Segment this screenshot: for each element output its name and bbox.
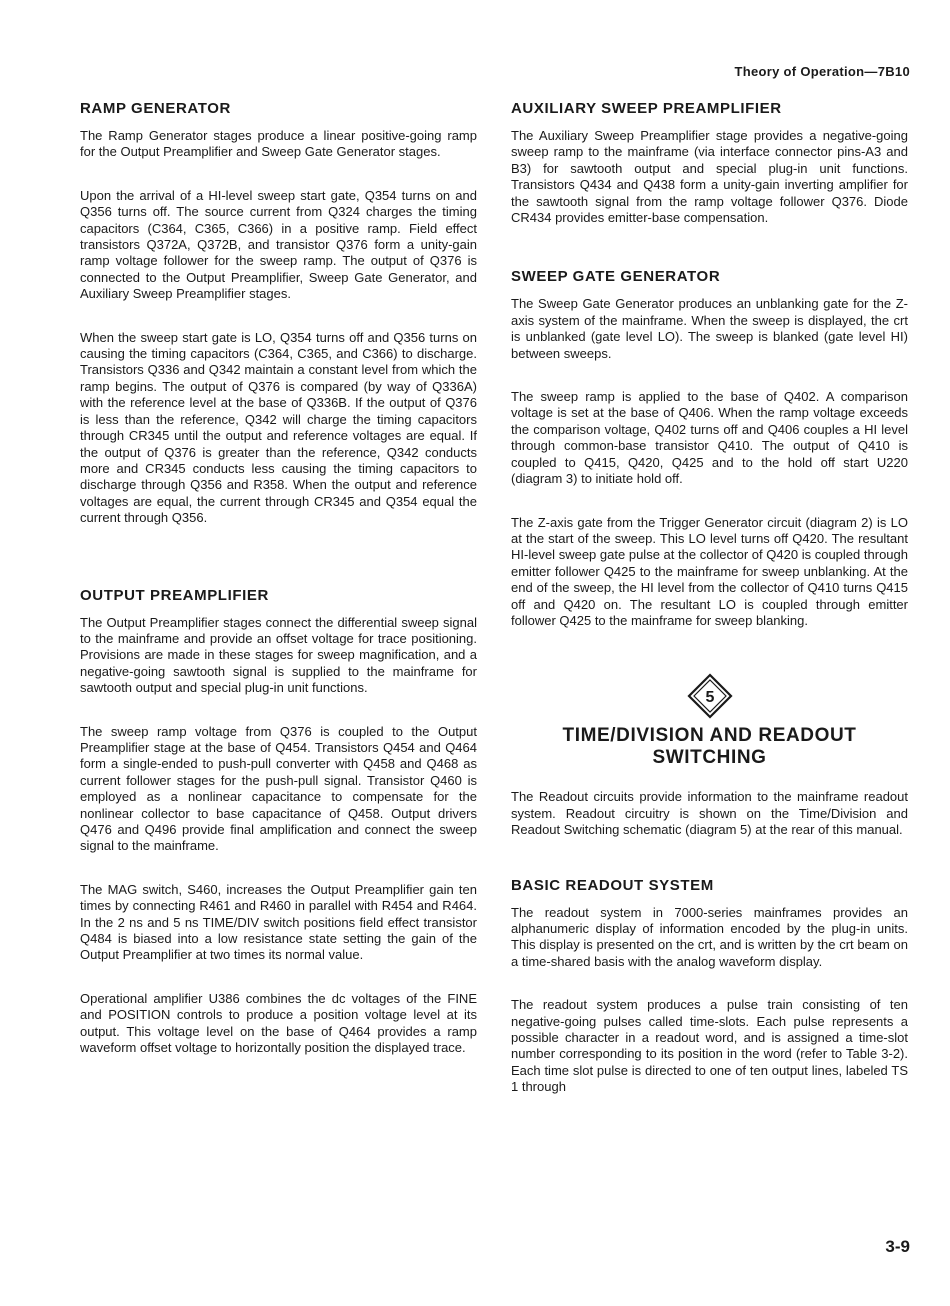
running-header: Theory of Operation—7B10	[734, 64, 910, 79]
section-heading-sweep-gate-generator: SWEEP GATE GENERATOR	[511, 268, 721, 286]
section-heading-basic-readout-system: BASIC READOUT SYSTEM	[511, 876, 714, 894]
paragraph: The sweep ramp is applied to the base of Q402. A comparison voltage is set at the base of Q406. When the ramp voltage exceeds the comparison voltage, Q402 turns off and Q406 couples a HI level through common-base transistor Q410. The output of Q410 is coupled to Q415, Q420, Q425 and to the hold off start U220 (diagram 3) to initiate hold off.	[511, 389, 908, 487]
diagram-number: 5	[705, 689, 714, 707]
chapter-heading-time-division: TIME/DIVISION AND READOUT SWITCHING	[562, 725, 857, 769]
paragraph: The Readout circuits provide information to the mainframe readout system. Readout circuitry is shown on the Time/Division and Readout Switching schematic (diagram 5) at the rear of this manual.	[511, 789, 908, 838]
paragraph: The readout system produces a pulse train consisting of ten negative-going pulses called time-slots. Each pulse represents a possible character in a readout word, and is assigned a time-slot number corresponding to its position in the word (refer to Table 3-2). Each time slot pulse is directed to one of ten output lines, labeled TS 1 through	[511, 997, 908, 1095]
paragraph: Upon the arrival of a HI-level sweep start gate, Q354 turns on and Q356 turns off. The source current from Q324 charges the timing capacitors (C364, C365, C366) in a positive ramp. Field effect transistors Q372A, Q372B, and transistor Q376 form a unity-gain ramp voltage follower for the sweep ramp. The output of Q376 is connected to the Output Preamplifier, Sweep Gate Generator, and Auxiliary Sweep Preamplifier stages.	[80, 187, 477, 302]
paragraph: The sweep ramp voltage from Q376 is coupled to the Output Preamplifier stage at the base of Q454. Transistors Q454 and Q464 form a single-ended to push-pull converter with Q458 and Q468 as current follower stages for the push-pull signal. Transistor Q460 is employed as a nonlinear capacitance to compensate for the nonlinear collector to base capacitance of Q458. Output drivers Q476 and Q496 provide final amplification and connect the sweep signal to the mainframe.	[80, 723, 477, 854]
section-heading-ramp-generator: RAMP GENERATOR	[80, 100, 231, 117]
paragraph: The Ramp Generator stages produce a linear positive-going ramp for the Output Preamplifier and Sweep Gate Generator stages.	[80, 128, 477, 160]
right-column	[511, 100, 908, 1096]
paragraph: The Sweep Gate Generator produces an unblanking gate for the Z-axis system of the mainframe. When the sweep is displayed, the crt is unblanked (gate level LO). The sweep is blanked (gate level HI) between sweeps.	[511, 296, 908, 361]
paragraph: The Auxiliary Sweep Preamplifier stage provides a negative-going sweep ramp to the mainframe (via interface connector pins-A3 and B3) for sawtooth output and special plug-in unit functions. Transistors Q434 and Q438 form a unity-gain inverting amplifier for the sawtooth signal from the ramp voltage follower Q376. Diode CR434 provides emitter-base compensation.	[511, 128, 908, 226]
section-heading-output-preamplifier: OUTPUT PREAMPLIFIER	[80, 586, 269, 604]
paragraph: The MAG switch, S460, increases the Output Preamplifier gain ten times by connecting R461 and R460 in parallel with R454 and R464. In the 2 ns and 5 ns TIME/DIV switch positions field effect transistor Q484 is biased into a low resistance state setting the gain of the Output Preamplifier at two times its normal value.	[80, 881, 477, 963]
section-heading-auxiliary-sweep-preamplifier: AUXILIARY SWEEP PREAMPLIFIER	[511, 100, 782, 117]
paragraph: The Output Preamplifier stages connect the differential sweep signal to the mainframe and provide an offset voltage for trace positioning. Provisions are made in these stages for sweep magnification, and a negative-going sawtooth signal is supplied to the mainframe for sawtooth output and special plug-in unit functions.	[80, 614, 477, 696]
diamond-icon	[687, 673, 733, 719]
page-number: 3-9	[885, 1237, 910, 1256]
paragraph: The Z-axis gate from the Trigger Generator circuit (diagram 2) is LO at the start of the sweep. This LO level turns off Q420. The resultant HI-level sweep gate pulse at the collector of Q420 is coupled through emitter follower Q425 to the mainframe for sweep unblanking. At the end of the sweep, the HI level from the collector of Q410 turns Q415 off and Q420 on. The resultant LO is coupled through emitter follower Q425 to the mainframe for sweep blanking.	[511, 514, 908, 628]
paragraph: When the sweep start gate is LO, Q354 turns off and Q356 turns on causing the timing capacitors (C364, C365, and C366) to discharge. Transistors Q336 and Q342 maintain a constant level from which the ramp begins. The output of Q376 is compared (by way of Q336A) with the reference level at the base of Q336B. If the output of Q376 is less than the reference, Q342 will charge the timing capacitors through CR345 until the output and reference voltages are equal. If the output of Q376 is greater than the reference, Q342 conducts more and CR345 conducts less causing the timing capacitors to discharge through Q356 and R358. When the output and reference voltages are equal, the current through CR345 and Q354 equal the current through Q356.	[80, 329, 477, 526]
paragraph: The readout system in 7000-series mainframes provides an alphanumeric display of information encoded by the plug-in units. This display is presented on the crt, and is written by the crt beam on a time-shared basis with the analog waveform display.	[511, 904, 908, 969]
diagram-number-marker	[511, 673, 908, 721]
paragraph: Operational amplifier U386 combines the dc voltages of the FINE and POSITION controls to produce a position voltage level at its output. This voltage level on the base of Q464 provides a ramp waveform offset voltage to horizontally position the displayed trace.	[80, 990, 477, 1056]
left-column	[80, 100, 477, 1056]
